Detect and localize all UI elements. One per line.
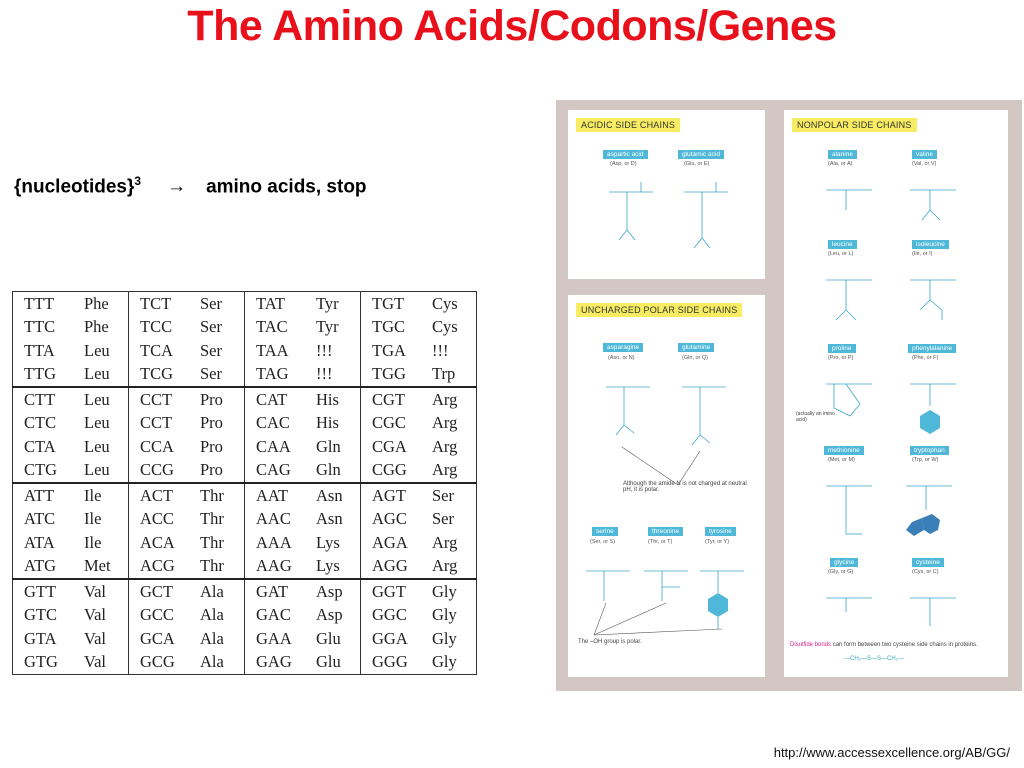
codon-cell: AAG [245, 555, 309, 580]
amino-acid-cell: Thr [192, 555, 245, 580]
amino-acid-label: methionine [824, 446, 864, 455]
amino-acid-abbr: (Ile, or I) [912, 251, 933, 257]
amino-acid-cell: !!! [308, 339, 361, 363]
codon-cell: AGA [372, 532, 408, 552]
amino-acid-cell: Pro [192, 459, 245, 484]
amino-acid-cell: Cys [424, 316, 477, 340]
codon-cell: TTC [13, 316, 77, 340]
amino-acid-abbr: (Pro, or P) [828, 355, 854, 361]
amino-acid-cell: Ser [192, 363, 245, 388]
codon-cell: TCT [129, 292, 193, 316]
codon-cell: TGG [361, 363, 425, 388]
amino-acid-cell: Leu [76, 435, 129, 459]
amino-acid-cell: Arg [424, 459, 477, 484]
amino-acid-cell: Phe [76, 316, 129, 340]
codon-cell: TCG [129, 363, 193, 388]
codon-cell: GCG [129, 651, 193, 675]
glycine-structure [820, 580, 880, 630]
amino-acid-cell: Ser [424, 483, 477, 508]
hydroxyl-pointer-lines [576, 601, 756, 641]
amino-acid-cell: Thr [192, 531, 245, 555]
codon-cell: GGC [372, 605, 407, 624]
codon-cell: GCC [140, 605, 174, 624]
nonpolar-panel [784, 110, 1008, 677]
nonpolar-panel-title: NONPOLAR SIDE CHAINS [792, 118, 917, 132]
right-arrow-icon: → [167, 176, 187, 198]
amino-acid-abbr: (Ala, or A) [828, 161, 853, 167]
amino-acid-cell: Arg [424, 531, 477, 555]
amino-acid-label: glycine [830, 558, 858, 567]
isoleucine-structure [904, 262, 964, 328]
codon-cell: GCA [140, 628, 175, 648]
amino-acid-cell: Glu [308, 651, 361, 675]
amino-acid-cell: Glu [308, 627, 361, 651]
amino-acid-label: isoleucine [912, 240, 949, 249]
codon-cell: ACG [129, 555, 193, 580]
codon-cell: GTT [13, 579, 77, 604]
codon-cell: ATG [13, 555, 77, 580]
amino-acid-cell: Ile [76, 531, 129, 555]
amino-acid-cell: Leu [76, 363, 129, 388]
source-url: http://www.accessexcellence.org/AB/GG/ [773, 745, 1010, 760]
asparagine-structure [598, 367, 658, 447]
equation-right: amino acids, stop [206, 176, 367, 198]
codon-row [13, 459, 477, 484]
acidic-panel-title: ACIDIC SIDE CHAINS [576, 118, 680, 132]
amino-acid-label: glutamic acid [678, 150, 724, 159]
side-chain-chart [556, 100, 1022, 691]
codon-cell: CGT [372, 389, 405, 409]
amino-acid-cell: Ser [192, 316, 245, 340]
codon-cell: CTC [13, 412, 77, 436]
codon-cell: AAC [256, 509, 291, 528]
amino-acid-label: serine [592, 527, 618, 536]
amino-acid-label: aspartic acid [603, 150, 648, 159]
codon-row [13, 651, 477, 675]
codon-cell: CAC [256, 413, 290, 432]
codon-cell: AAT [256, 485, 289, 505]
alanine-structure [820, 172, 880, 222]
codon-cell: CCG [129, 459, 193, 484]
amino-acid-cell: Lys [308, 555, 361, 580]
codon-cell: CGA [372, 436, 407, 456]
amino-acid-cell: Val [76, 579, 129, 604]
amino-acid-cell: Ser [192, 339, 245, 363]
codon-cell: TGA [372, 340, 406, 360]
amino-acid-cell: Leu [76, 412, 129, 436]
codon-cell: TCC [140, 317, 173, 336]
cysteine-structure [904, 580, 964, 640]
amino-acid-cell: Phe [76, 292, 129, 316]
amino-acid-cell: Gly [424, 579, 477, 604]
amino-acid-cell: Gly [424, 651, 477, 675]
amino-acid-cell: Ala [192, 604, 245, 628]
amino-acid-label: cysteine [912, 558, 944, 567]
hydroxyl-note: The –OH group is polar. [578, 639, 642, 645]
amino-acid-cell: Val [76, 604, 129, 628]
amino-acid-cell: Pro [192, 435, 245, 459]
amino-acid-abbr: (Met, or M) [828, 457, 855, 463]
codon-row [13, 627, 477, 651]
codon-cell: GAC [256, 605, 291, 624]
codon-cell: GTA [13, 627, 77, 651]
codon-cell: GTG [13, 651, 77, 675]
codon-cell: AGC [372, 509, 407, 528]
codon-cell: AAA [256, 532, 292, 552]
amino-acid-label: alanine [828, 150, 857, 159]
amino-acid-cell: Gly [424, 604, 477, 628]
codon-row [13, 508, 477, 532]
codon-cell: TGC [372, 317, 405, 336]
codon-cell: TCA [140, 340, 173, 360]
amino-acid-abbr: (Gln, or Q) [682, 355, 708, 361]
amino-acid-cell: Tyr [308, 316, 361, 340]
codon-cell: TTA [13, 339, 77, 363]
amino-acid-cell: Arg [424, 387, 477, 412]
codon-cell: GAG [245, 651, 309, 675]
amino-acid-abbr: (Glu, or E) [684, 161, 710, 167]
codon-cell: ATA [13, 531, 77, 555]
amino-acid-label: valine [912, 150, 937, 159]
amino-acid-cell: Arg [424, 555, 477, 580]
codon-cell: ACC [140, 509, 174, 528]
codon-row [13, 604, 477, 628]
amino-acid-abbr: (Leu, or L) [828, 251, 854, 257]
codon-row [13, 483, 477, 508]
glutamine-structure [674, 367, 734, 457]
uncharged-panel-title: UNCHARGED POLAR SIDE CHAINS [576, 303, 742, 317]
codon-cell: ATC [13, 508, 77, 532]
amino-acid-cell: Asp [308, 579, 361, 604]
amino-acid-cell: Ala [192, 579, 245, 604]
amide-note: Although the amide N is not charged at neutral pH, it is polar. [623, 481, 747, 493]
amino-acid-cell: Trp [424, 363, 477, 388]
codon-row [13, 363, 477, 388]
amino-acid-label: tryptophan [910, 446, 949, 455]
amino-acid-abbr: (Asp, or D) [610, 161, 637, 167]
amino-acid-abbr: (Ser, or S) [590, 539, 616, 545]
codon-cell: CCA [140, 436, 174, 456]
amino-acid-abbr: (Phe, or F) [912, 355, 939, 361]
amino-acid-label: tyrosine [705, 527, 736, 536]
equation-exponent: 3 [134, 174, 142, 188]
codon-cell: CGC [372, 413, 406, 432]
amino-acid-cell: Leu [76, 387, 129, 412]
amino-acid-label: asparagine [603, 343, 643, 352]
amino-acid-label: phenylalanine [908, 344, 956, 353]
codon-cell: AGG [361, 555, 425, 580]
amino-acid-cell: Ser [192, 292, 245, 316]
codon-cell: TAG [245, 363, 309, 388]
amino-acid-cell: !!! [308, 363, 361, 388]
amino-acid-label: glutamine [678, 343, 714, 352]
amino-acid-cell: Ala [192, 651, 245, 675]
codon-cell: GGG [361, 651, 425, 675]
uncharged-polar-panel [568, 295, 765, 677]
codon-cell: CCT [140, 389, 173, 409]
codon-cell: GAT [256, 581, 289, 601]
proline-note: (actually an imino acid) [796, 411, 835, 423]
codon-cell: GAA [256, 628, 292, 648]
amino-acid-cell: Asn [308, 508, 361, 532]
amino-acid-cell: Pro [192, 387, 245, 412]
codon-cell: TTT [13, 292, 77, 316]
acidic-panel [568, 110, 765, 279]
codon-cell: GTC [13, 604, 77, 628]
disulfide-text: can form between two cysteine side chains in proteins. [831, 642, 978, 648]
amino-acid-cell: Leu [76, 339, 129, 363]
codon-cell: CCT [140, 413, 173, 432]
amino-acid-cell: Gln [308, 459, 361, 484]
amino-acid-cell: Val [76, 651, 129, 675]
glutamate-structure [676, 172, 736, 262]
codon-cell: TAT [245, 292, 309, 316]
codon-cell: GGT [372, 581, 406, 601]
codon-cell: ATT [13, 483, 77, 508]
nucleotide-equation [14, 174, 367, 198]
codon-row [13, 316, 477, 340]
amino-acid-cell: !!! [424, 339, 477, 363]
codon-cell: CTT [13, 387, 77, 412]
codon-cell: CAA [256, 436, 291, 456]
amino-acid-cell: Ala [192, 627, 245, 651]
codon-cell: TAA [256, 340, 289, 360]
amino-acid-abbr: (Trp, or W) [912, 457, 939, 463]
amino-acid-cell: Lys [308, 531, 361, 555]
codon-row [13, 435, 477, 459]
disulfide-note [790, 642, 1004, 648]
amino-acid-cell: Ile [76, 483, 129, 508]
amino-acid-cell: His [308, 412, 361, 436]
aspartate-structure [601, 172, 661, 252]
amino-acid-cell: Cys [424, 292, 477, 316]
codon-cell: TTG [13, 363, 77, 388]
codon-cell: GGA [372, 628, 408, 648]
codon-row [13, 387, 477, 412]
amino-acid-cell: Met [76, 555, 129, 580]
amino-acid-cell: Pro [192, 412, 245, 436]
codon-cell: ACT [140, 485, 173, 505]
codon-cell: CAG [245, 459, 309, 484]
codon-cell: GCT [140, 581, 173, 601]
amino-acid-abbr: (Asn, or N) [608, 355, 635, 361]
amino-acid-cell: Gly [424, 627, 477, 651]
disulfide-formula: —CH₂—S—S—CH₂— [844, 656, 904, 662]
codon-cell: TGT [361, 292, 425, 316]
amino-acid-cell: Thr [192, 508, 245, 532]
amino-acid-cell: Tyr [308, 292, 361, 316]
amino-acid-abbr: (Thr, or T) [648, 539, 673, 545]
amino-acid-cell: Asn [308, 483, 361, 508]
codon-row [13, 292, 477, 316]
codon-row [13, 412, 477, 436]
amino-acid-cell: Arg [424, 435, 477, 459]
amino-acid-cell: Val [76, 627, 129, 651]
amino-acid-cell: Ser [424, 508, 477, 532]
codon-cell: ACA [140, 532, 175, 552]
page-title: The Amino Acids/Codons/Genes [187, 2, 837, 50]
amino-acid-abbr: (Gly, or G) [828, 569, 854, 575]
codon-cell: AGT [372, 485, 406, 505]
amino-acid-label: leucine [828, 240, 857, 249]
codon-cell: CTA [13, 435, 77, 459]
equation-left: {nucleotides} [14, 176, 135, 198]
methionine-structure [820, 468, 880, 548]
tryptophan-structure [900, 468, 960, 548]
amino-acid-cell: Arg [424, 412, 477, 436]
amino-acid-cell: Leu [76, 459, 129, 484]
amino-acid-label: proline [828, 344, 856, 353]
amino-acid-abbr: (Val, or V) [912, 161, 937, 167]
codon-row [13, 579, 477, 604]
phenylalanine-structure [904, 366, 964, 442]
leucine-structure [820, 262, 880, 328]
codon-cell: CTG [13, 459, 77, 484]
codon-cell: CGG [361, 459, 425, 484]
amino-acid-abbr: (Tyr, or Y) [705, 539, 730, 545]
codon-row [13, 531, 477, 555]
amino-acid-cell: His [308, 387, 361, 412]
codon-cell: TAC [256, 317, 288, 336]
codon-table [12, 291, 477, 675]
amino-acid-cell: Ile [76, 508, 129, 532]
amino-acid-abbr: (Cys, or C) [912, 569, 939, 575]
amino-acid-cell: Asp [308, 604, 361, 628]
amino-acid-cell: Thr [192, 483, 245, 508]
codon-row [13, 339, 477, 363]
disulfide-highlight: Disulfide bonds [790, 642, 832, 648]
codon-row [13, 555, 477, 580]
amino-acid-cell: Gln [308, 435, 361, 459]
codon-cell: CAT [256, 389, 288, 409]
valine-structure [904, 172, 964, 232]
amino-acid-label: threonine [648, 527, 683, 536]
